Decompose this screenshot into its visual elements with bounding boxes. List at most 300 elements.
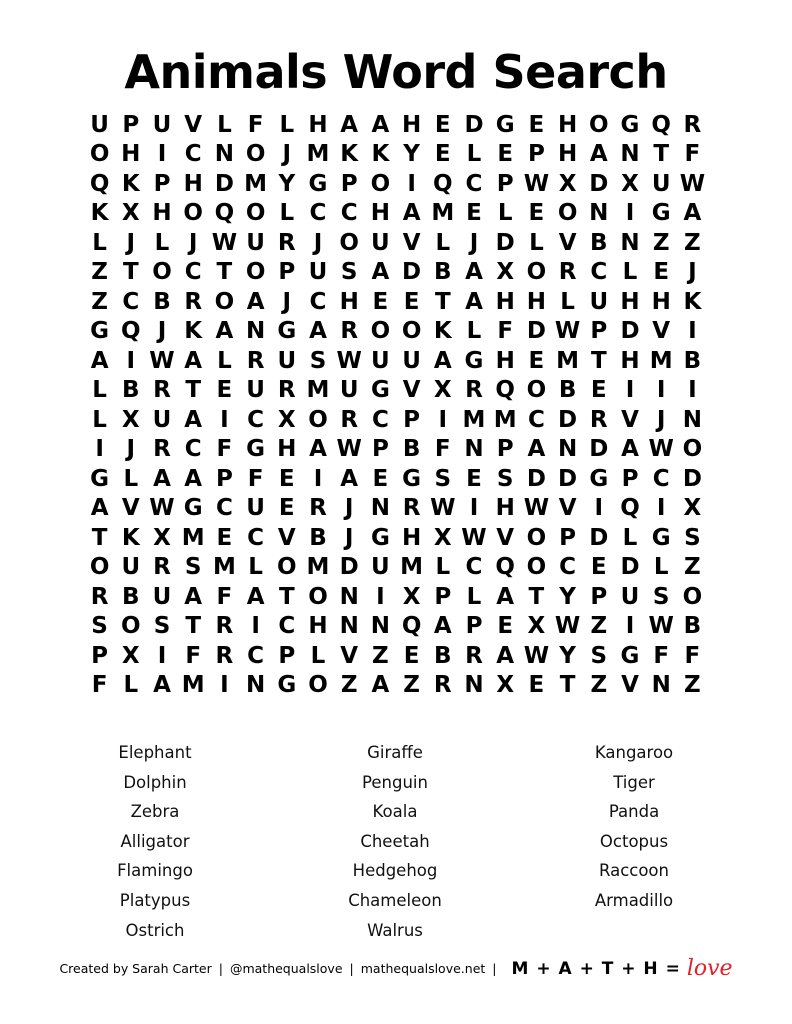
grid-letter: B: [434, 259, 452, 286]
grid-letter: W: [336, 347, 362, 374]
grid-letter: O: [277, 554, 297, 581]
grid-letter: E: [497, 141, 514, 168]
grid-letter: Z: [91, 259, 108, 286]
grid-letter: X: [153, 524, 171, 551]
grid-letter: A: [340, 465, 359, 492]
footer-handle: @mathequalslove: [229, 961, 343, 976]
grid-letter: R: [153, 436, 171, 463]
grid-letter: A: [340, 111, 359, 138]
grid-letter: R: [402, 495, 421, 522]
grid-letter: H: [121, 141, 141, 168]
grid-letter: H: [401, 111, 422, 138]
grid-letter: P: [278, 259, 296, 286]
grid-letter: M: [400, 554, 424, 581]
grid-letter: O: [589, 111, 609, 138]
grid-letter: K: [184, 318, 203, 345]
grid-letter: I: [625, 613, 635, 640]
grid-letter: H: [277, 436, 297, 463]
word-item: Flamingo: [117, 861, 193, 881]
grid-letter: O: [89, 141, 110, 168]
grid-letter: O: [526, 259, 547, 286]
grid-letter: T: [528, 583, 545, 610]
grid-letter: Z: [652, 229, 670, 256]
grid-letter: E: [372, 288, 389, 315]
grid-letter: U: [152, 406, 172, 433]
grid-letter: D: [589, 436, 609, 463]
grid-letter: N: [620, 141, 640, 168]
grid-letter: B: [683, 347, 702, 374]
grid-letter: D: [214, 170, 234, 197]
grid-letter: Z: [340, 672, 358, 699]
grid-letter: J: [282, 141, 292, 168]
grid-letter: C: [122, 288, 140, 315]
grid-letter: Q: [495, 377, 515, 404]
grid-letter: M: [649, 347, 673, 374]
grid-letter: C: [590, 259, 608, 286]
grid-letter: J: [126, 229, 136, 256]
grid-letter: H: [183, 170, 203, 197]
word-item: Giraffe: [367, 743, 423, 762]
grid-letter: I: [220, 672, 229, 699]
grid-letter: L: [435, 229, 451, 256]
grid-letter: Q: [121, 318, 141, 345]
grid-letter: P: [621, 465, 639, 492]
grid-letter: L: [123, 465, 139, 492]
grid-letter: A: [589, 141, 608, 168]
grid-letter: W: [523, 642, 550, 669]
grid-letter: G: [308, 170, 328, 197]
grid-letter: T: [91, 524, 108, 551]
grid-letter: D: [620, 318, 640, 345]
grid-letter: B: [122, 583, 140, 610]
grid-letter: L: [529, 229, 544, 256]
grid-letter: A: [184, 465, 203, 492]
grid-letter: Q: [401, 613, 422, 640]
grid-letter: V: [652, 318, 671, 345]
grid-letter: N: [245, 318, 266, 345]
grid-letter: U: [246, 495, 265, 522]
grid-letter: J: [188, 229, 198, 256]
grid-letter: R: [465, 377, 483, 404]
grid-letter: I: [438, 406, 448, 433]
brand-logo: M + A + T + H =: [511, 958, 681, 979]
grid-letter: R: [153, 377, 171, 404]
grid-letter: G: [402, 465, 422, 492]
grid-letter: N: [620, 229, 640, 256]
grid-letter: A: [527, 436, 546, 463]
grid-letter: X: [402, 583, 421, 610]
grid-letter: E: [528, 111, 545, 138]
word-item: Walrus: [367, 920, 423, 940]
grid-letter: B: [309, 524, 327, 551]
grid-letter: F: [185, 642, 202, 669]
grid-letter: J: [344, 524, 354, 551]
grid-letter: G: [277, 318, 297, 345]
grid-letter: A: [621, 436, 639, 463]
grid-letter: X: [433, 377, 452, 404]
grid-letter: K: [121, 524, 140, 551]
grid-letter: U: [371, 347, 390, 374]
grid-letter: O: [401, 318, 422, 345]
grid-letter: Q: [89, 170, 110, 197]
grid-letter: F: [497, 318, 514, 345]
grid-letter: M: [462, 406, 486, 433]
grid-letter: W: [523, 170, 550, 197]
grid-letter: I: [313, 465, 323, 492]
grid-letter: G: [651, 524, 671, 551]
grid-letter: P: [496, 436, 514, 463]
word-item: Zebra: [130, 802, 180, 822]
grid-letter: J: [656, 406, 666, 433]
grid-letter: Q: [620, 495, 640, 522]
grid-letter: L: [92, 377, 107, 404]
grid-letter: G: [370, 377, 390, 404]
grid-letter: C: [247, 524, 265, 551]
grid-letter: G: [246, 436, 266, 463]
grid-letter: P: [91, 642, 109, 669]
grid-letter: T: [590, 347, 607, 374]
grid-letter: O: [308, 672, 328, 699]
grid-letter: T: [559, 672, 576, 699]
grid-letter: I: [625, 200, 635, 227]
grid-letter: W: [648, 436, 674, 463]
grid-letter: J: [126, 436, 136, 463]
grid-letter: N: [370, 613, 391, 640]
grid-letter: E: [528, 200, 545, 227]
grid-letter: Y: [559, 583, 576, 610]
grid-letter: A: [309, 436, 327, 463]
grid-letter: M: [181, 524, 205, 551]
grid-letter: G: [495, 111, 515, 138]
grid-letter: O: [121, 613, 141, 640]
grid-letter: P: [496, 170, 514, 197]
grid-letter: E: [403, 642, 420, 669]
grid-letter: W: [430, 495, 456, 522]
grid-letter: E: [528, 672, 545, 699]
grid-letter: P: [340, 170, 358, 197]
grid-letter: K: [340, 141, 359, 168]
grid-letter: E: [466, 465, 482, 492]
grid-letter: W: [523, 495, 550, 522]
grid-letter: L: [92, 406, 107, 433]
grid-letter: L: [279, 111, 295, 138]
grid-letter: C: [247, 642, 265, 669]
grid-letter: U: [90, 111, 109, 138]
grid-letter: L: [622, 259, 638, 286]
grid-letter: V: [496, 524, 515, 551]
grid-letter: V: [121, 495, 140, 522]
grid-letter: C: [652, 465, 670, 492]
grid-letter: L: [92, 229, 107, 256]
grid-letter: S: [684, 524, 701, 551]
grid-letter: F: [434, 436, 451, 463]
grid-letter: E: [278, 495, 295, 522]
grid-letter: I: [656, 495, 666, 522]
grid-letter: U: [371, 554, 390, 581]
love-logo: love: [686, 956, 733, 981]
grid-letter: O: [308, 583, 328, 610]
grid-letter: A: [371, 672, 390, 699]
grid-letter: G: [90, 318, 110, 345]
grid-letter: V: [621, 406, 639, 433]
grid-letter: E: [653, 259, 670, 286]
grid-letter: O: [89, 554, 110, 581]
grid-letter: N: [557, 436, 578, 463]
grid-letter: U: [651, 170, 671, 197]
grid-letter: Z: [403, 672, 420, 699]
grid-letter: O: [682, 583, 703, 610]
grid-letter: R: [153, 554, 171, 581]
grid-letter: B: [558, 377, 577, 404]
grid-letter: L: [435, 554, 451, 581]
grid-letter: E: [466, 200, 482, 227]
grid-letter: S: [153, 613, 171, 640]
grid-letter: O: [682, 436, 703, 463]
grid-letter: T: [185, 377, 202, 404]
grid-letter: E: [216, 377, 233, 404]
grid-letter: L: [217, 347, 232, 374]
word-item: Platypus: [119, 890, 191, 910]
grid-letter: Q: [433, 170, 453, 197]
grid-letter: P: [371, 436, 389, 463]
grid-letter: X: [496, 672, 515, 699]
grid-letter: M: [431, 200, 455, 227]
word-column: [275, 738, 515, 945]
grid-letter: S: [590, 642, 608, 669]
grid-letter: R: [465, 642, 483, 669]
grid-letter: C: [184, 141, 202, 168]
grid-letter: A: [371, 111, 390, 138]
grid-letter: O: [370, 318, 391, 345]
grid-letter: L: [653, 554, 669, 581]
grid-letter: U: [308, 259, 328, 286]
grid-letter: L: [622, 524, 638, 551]
grid-letter: N: [370, 495, 391, 522]
grid-letter: Z: [684, 229, 701, 256]
page-title: Animals Word Search: [124, 45, 668, 99]
grid-letter: H: [308, 111, 328, 138]
grid-letter: V: [277, 524, 296, 551]
footer: [0, 956, 792, 981]
grid-letter: A: [402, 200, 421, 227]
grid-letter: J: [313, 229, 323, 256]
grid-letter: T: [185, 613, 202, 640]
grid-letter: H: [526, 288, 547, 315]
grid-letter: N: [589, 200, 609, 227]
grid-letter: D: [682, 465, 702, 492]
grid-letter: A: [433, 347, 452, 374]
grid-letter: T: [278, 583, 295, 610]
grid-letter: E: [372, 465, 389, 492]
grid-letter: J: [688, 259, 697, 286]
grid-letter: F: [216, 436, 233, 463]
grid-letter: F: [247, 111, 264, 138]
grid-letter: R: [340, 318, 359, 345]
grid-letter: I: [95, 436, 104, 463]
grid-letter: D: [589, 524, 609, 551]
grid-letter: R: [589, 406, 608, 433]
grid-letter: D: [339, 554, 359, 581]
grid-letter: G: [589, 465, 609, 492]
grid-letter: H: [651, 288, 671, 315]
grid-letter: Y: [559, 642, 576, 669]
word-column: [514, 738, 754, 916]
grid-letter: W: [149, 347, 175, 374]
word-item: Elephant: [118, 743, 192, 762]
grid-letter: L: [248, 554, 263, 581]
grid-letter: H: [370, 200, 391, 227]
grid-letter: F: [684, 642, 701, 669]
grid-letter: L: [466, 141, 482, 168]
grid-letter: S: [309, 347, 327, 374]
grid-letter: T: [122, 259, 139, 286]
grid-letter: D: [402, 259, 422, 286]
grid-letter: X: [433, 524, 452, 551]
grid-letter: M: [181, 672, 205, 699]
grid-letter: K: [371, 141, 390, 168]
grid-letter: X: [121, 642, 140, 669]
grid-letter: W: [554, 318, 581, 345]
grid-letter: E: [216, 524, 233, 551]
grid-letter: S: [434, 465, 452, 492]
grid-letter: W: [336, 436, 362, 463]
word-item: Alligator: [120, 831, 190, 851]
grid-letter: Q: [651, 111, 671, 138]
grid-letter: I: [594, 495, 604, 522]
word-item: Panda: [608, 802, 660, 822]
grid-letter: X: [683, 495, 702, 522]
grid-letter: S: [340, 259, 358, 286]
grid-letter: U: [339, 377, 359, 404]
grid-letter: J: [469, 229, 479, 256]
footer-separator: |: [218, 961, 223, 976]
grid-letter: H: [495, 347, 515, 374]
grid-letter: A: [153, 465, 171, 492]
grid-letter: C: [340, 200, 358, 227]
grid-letter: I: [688, 318, 697, 345]
word-item: Octopus: [599, 831, 669, 851]
grid-letter: H: [495, 288, 515, 315]
grid-letter: P: [559, 524, 577, 551]
grid-letter: U: [371, 229, 390, 256]
grid-letter: L: [123, 672, 139, 699]
grid-letter: P: [590, 318, 608, 345]
grid-letter: K: [433, 318, 452, 345]
grid-letter: A: [683, 200, 702, 227]
grid-letter: R: [215, 613, 234, 640]
grid-letter: E: [403, 288, 420, 315]
grid-letter: E: [278, 465, 295, 492]
grid-letter: A: [309, 318, 327, 345]
grid-letter: T: [653, 141, 670, 168]
grid-letter: M: [493, 406, 517, 433]
grid-letter: A: [246, 288, 265, 315]
grid-letter: I: [688, 377, 697, 404]
grid-letter: L: [497, 200, 513, 227]
word-item: Hedgehog: [352, 861, 438, 881]
grid-letter: C: [371, 406, 389, 433]
grid-letter: V: [402, 229, 421, 256]
grid-letter: O: [245, 200, 266, 227]
grid-letter: A: [433, 613, 452, 640]
grid-letter: U: [121, 554, 141, 581]
grid-letter: Q: [495, 554, 515, 581]
grid-letter: R: [309, 495, 327, 522]
grid-letter: L: [560, 288, 575, 315]
grid-letter: C: [309, 200, 327, 227]
grid-letter: G: [90, 465, 110, 492]
grid-letter: E: [590, 554, 607, 581]
grid-letter: Z: [372, 642, 389, 669]
grid-letter: G: [651, 200, 671, 227]
word-item: Dolphin: [123, 772, 187, 792]
grid-letter: P: [122, 111, 140, 138]
grid-letter: P: [278, 642, 296, 669]
grid-letter: F: [91, 672, 108, 699]
grid-letter: F: [653, 642, 670, 669]
grid-letter: R: [277, 377, 296, 404]
grid-letter: X: [121, 406, 140, 433]
grid-letter: O: [308, 406, 328, 433]
footer-separator: |: [492, 961, 497, 976]
grid-letter: U: [620, 583, 640, 610]
grid-letter: U: [402, 347, 421, 374]
grid-letter: D: [495, 229, 515, 256]
grid-letter: B: [590, 229, 608, 256]
grid-letter: D: [526, 318, 546, 345]
grid-letter: N: [339, 583, 359, 610]
grid-letter: V: [402, 377, 421, 404]
grid-letter: W: [211, 229, 238, 256]
grid-letter: C: [559, 554, 577, 581]
grid-letter: B: [122, 377, 140, 404]
grid-letter: D: [558, 465, 578, 492]
grid-letter: G: [620, 111, 640, 138]
grid-letter: L: [466, 583, 482, 610]
grid-letter: P: [590, 583, 608, 610]
grid-letter: T: [216, 259, 233, 286]
grid-letter: K: [90, 200, 109, 227]
grid-letter: R: [184, 288, 203, 315]
grid-letter: C: [465, 170, 483, 197]
grid-letter: C: [247, 406, 265, 433]
grid-letter: F: [216, 583, 233, 610]
grid-letter: C: [309, 288, 327, 315]
grid-letter: U: [589, 288, 609, 315]
grid-letter: R: [277, 229, 296, 256]
grid-letter: M: [306, 141, 330, 168]
grid-letter: G: [370, 524, 390, 551]
grid-letter: I: [157, 141, 167, 168]
grid-letter: R: [90, 583, 109, 610]
grid-letter: O: [526, 524, 547, 551]
grid-letter: V: [621, 672, 639, 699]
grid-letter: Z: [91, 288, 108, 315]
footer-site: mathequalslove.net: [360, 961, 486, 976]
grid-letter: S: [91, 613, 108, 640]
grid-letter: Q: [214, 200, 235, 227]
grid-letter: X: [621, 170, 639, 197]
grid-letter: C: [184, 436, 202, 463]
grid-letter: R: [246, 347, 265, 374]
grid-letter: A: [215, 318, 234, 345]
grid-letter: B: [153, 288, 171, 315]
grid-letter: J: [157, 318, 167, 345]
grid-letter: C: [278, 613, 296, 640]
grid-letter: X: [527, 613, 546, 640]
grid-letter: I: [126, 347, 136, 374]
word-item: Kangaroo: [594, 743, 674, 762]
